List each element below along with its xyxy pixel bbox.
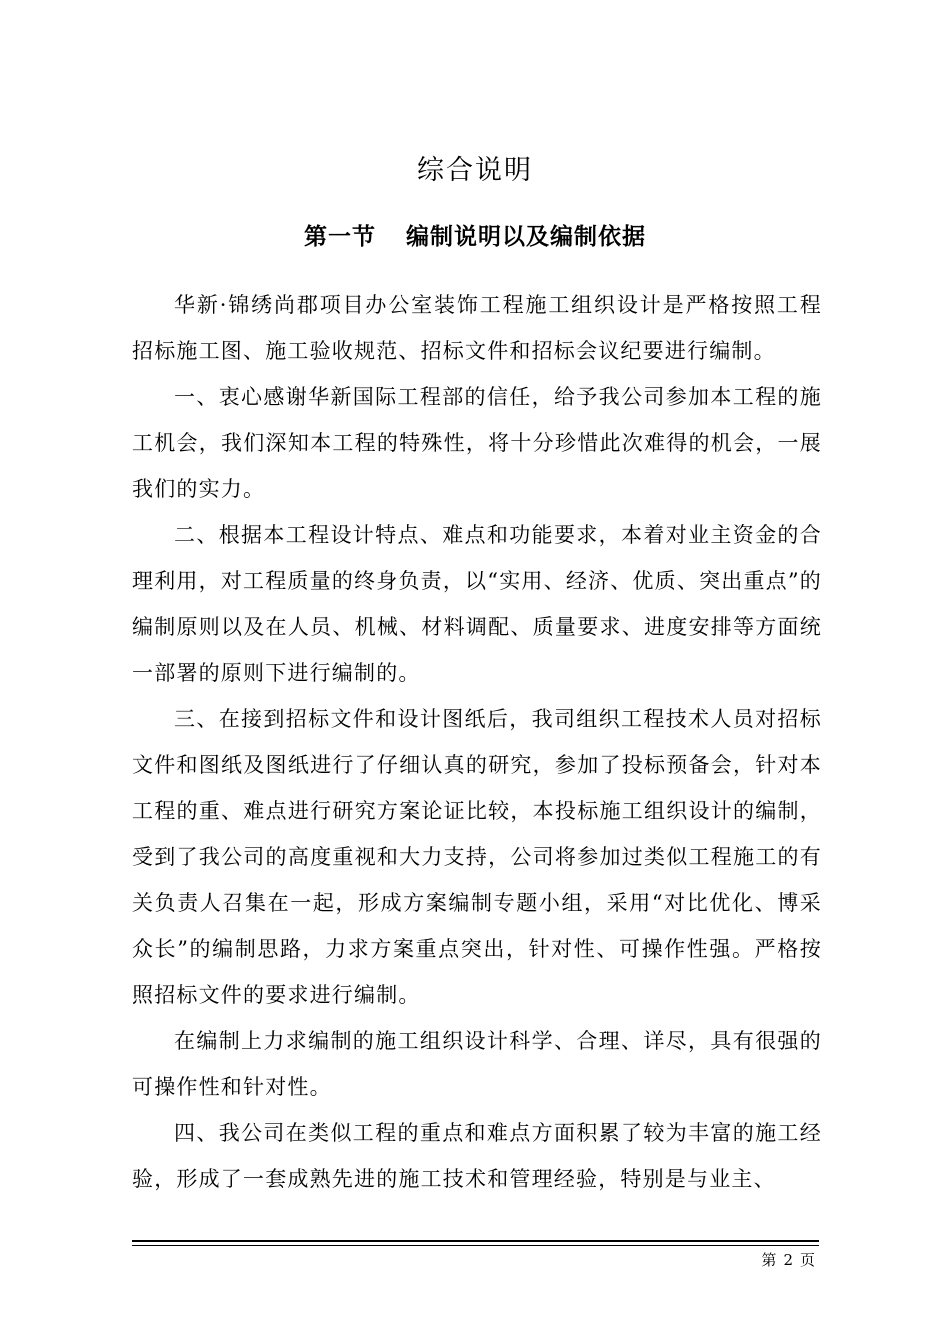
- section-title: 编制说明以及编制依据: [406, 223, 646, 250]
- paragraph-intro: 华新·锦绣尚郡项目办公室装饰工程施工组织设计是严格按照工程招标施工图、施工验收规范、招标文件和招标会议纪要进行编制。: [132, 293, 822, 363]
- page-number-prefix: 第: [761, 1251, 778, 1269]
- paragraph-item-4: 四、我公司在类似工程的重点和难点方面积累了较为丰富的施工经验，形成了一套成熟先进的施工技术和管理经验，特别是与业主、: [132, 1121, 822, 1191]
- document-title: 综合说明: [417, 155, 533, 186]
- page-number: [758, 1249, 819, 1270]
- paragraph-note: 在编制上力求编制的施工组织设计科学、合理、详尽，具有很强的可操作性和针对性。: [132, 1029, 822, 1099]
- page-number-value: 2: [783, 1251, 794, 1269]
- paragraph-item-1: 一、衷心感谢华新国际工程部的信任，给予我公司参加本工程的施工机会，我们深知本工程的特殊性，将十分珍惜此次难得的机会，一展我们的实力。: [132, 385, 822, 501]
- paragraph-item-2: 二、根据本工程设计特点、难点和功能要求，本着对业主资金的合理利用，对工程质量的终身负责，以“实用、经济、优质、突出重点”的编制原则以及在人员、机械、材料调配、质量要求、进度安排等方面统一部署的原则下进行编制的。: [132, 523, 822, 685]
- section-number: 第一节: [304, 223, 376, 250]
- paragraph-item-3: 三、在接到招标文件和设计图纸后，我司组织工程技术人员对招标文件和图纸及图纸进行了仔细认真的研究，参加了投标预备会，针对本工程的重、难点进行研究方案论证比较，本投标施工组织设计的编制，受到了我公司的高度重视和大力支持，公司将参加过类似工程施工的有关负责人召集在一起，形成方案编制专题小组，采用“对比优化、博采众长”的编制思路，力求方案重点突出，针对性、可操作性强。严格按照招标文件的要求进行编制。: [132, 707, 822, 1007]
- document-body: [132, 282, 822, 1202]
- footer-rule-thin: [132, 1245, 819, 1246]
- page-number-suffix: 页: [799, 1251, 816, 1269]
- section-heading: [0, 218, 950, 251]
- footer-rule: [132, 1240, 819, 1242]
